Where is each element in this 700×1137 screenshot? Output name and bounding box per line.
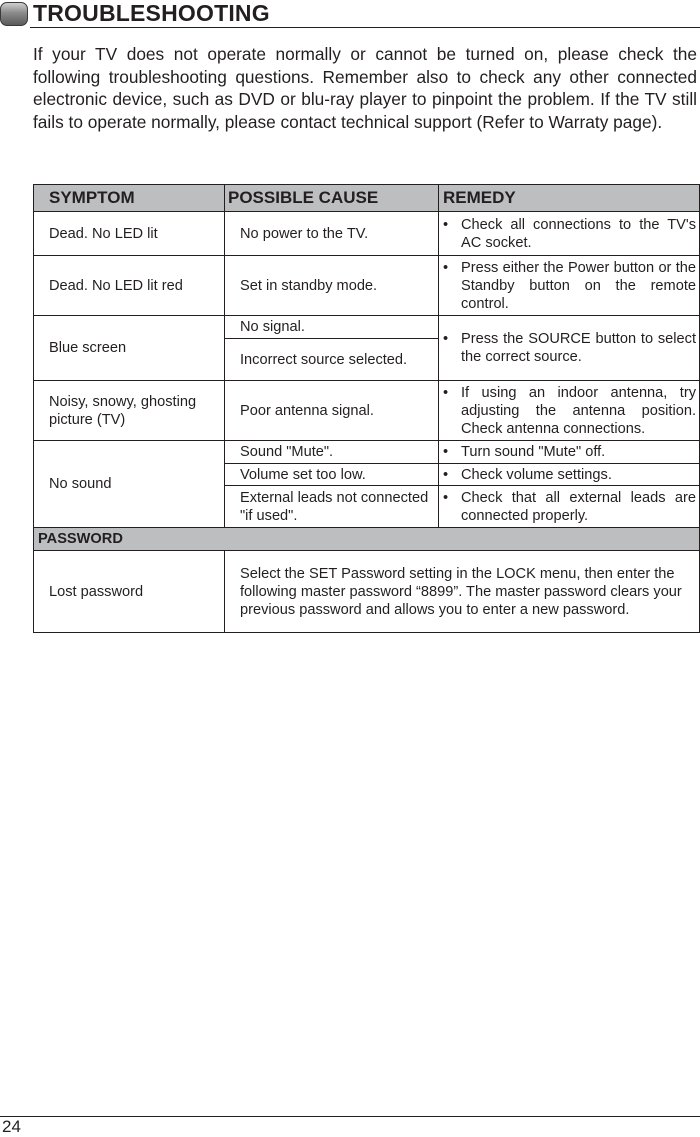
password-remedy-text: Select the SET Password setting in the LOCK menu, then enter the following master password “8899”. The master password clears your previous password and allows you to enter a new password. [225,551,700,633]
troubleshooting-table [33,184,700,633]
bullet-icon: • [443,216,449,233]
cause-cell: Set in standby mode. [225,256,439,316]
remedy-text: Press either the Power button or the Standby button on the remote control. [461,259,696,312]
table-header-row [34,185,700,212]
table-row [34,381,700,441]
cause-cell: Poor antenna signal. [225,381,439,441]
bullet-icon: • [443,384,449,401]
footer-rule [0,1116,700,1117]
column-header-symptom: SYMPTOM [34,185,225,212]
page-header [0,0,700,30]
remedy-text: Check that all external leads are connected properly. [461,489,696,524]
cause-cell: Volume set too low. [225,464,439,486]
remedy-text: Check volume settings. [461,466,612,483]
column-header-possible-cause: POSSIBLE CAUSE [225,185,439,212]
remedy-text: If using an indoor antenna, try adjusting the antenna position. Check antenna connections. [461,384,696,437]
symptom-cell: Lost password [34,551,225,633]
intro-paragraph: If your TV does not operate normally or cannot be turned on, please check the following troubleshooting questions. Remember also to check any other connected electronic device, such as DVD or blu-ray player to pinpoint the problem. If the TV still fails to operate normally, please contact technical support (Refer to Warraty page). [33,44,697,132]
table-row [34,316,700,339]
column-header-remedy: REMEDY [439,185,700,212]
remedy-cell [439,212,700,256]
cause-cell: Sound "Mute". [225,441,439,464]
remedy-cell [439,441,700,464]
cause-cell: External leads not connected "if used". [225,486,439,528]
password-section-header [34,528,700,551]
symptom-cell: No sound [34,441,225,528]
symptom-cell: Dead. No LED lit red [34,256,225,316]
bullet-icon: • [443,331,449,347]
remedy-cell [439,316,700,381]
header-rule [30,27,700,28]
cause-cell: No power to the TV. [225,212,439,256]
page-title: TROUBLESHOOTING [33,0,270,26]
table-row [34,441,700,464]
bullet-icon: • [443,444,449,460]
bullet-icon: • [443,489,449,506]
remedy-cell [439,486,700,528]
symptom-cell: Dead. No LED lit [34,212,225,256]
section-title: PASSWORD [34,528,700,551]
remedy-cell [439,381,700,441]
cause-cell: No signal. [225,316,439,339]
rounded-tab-icon [0,2,28,26]
cause-cell: Incorrect source selected. [225,339,439,381]
table-row [34,551,700,633]
table-row [34,256,700,316]
symptom-cell: Blue screen [34,316,225,381]
remedy-cell [439,256,700,316]
bullet-icon: • [443,466,449,483]
bullet-icon: • [443,259,449,276]
page-number: 24 [2,1117,21,1136]
remedy-text: Press the SOURCE button to select the correct source. [461,331,696,365]
symptom-cell: Noisy, snowy, ghosting picture (TV) [34,381,225,441]
table-row [34,212,700,256]
remedy-text: Turn sound "Mute" off. [461,444,606,460]
remedy-cell [439,464,700,486]
remedy-text: Check all connections to the TV's AC socket. [461,216,696,251]
